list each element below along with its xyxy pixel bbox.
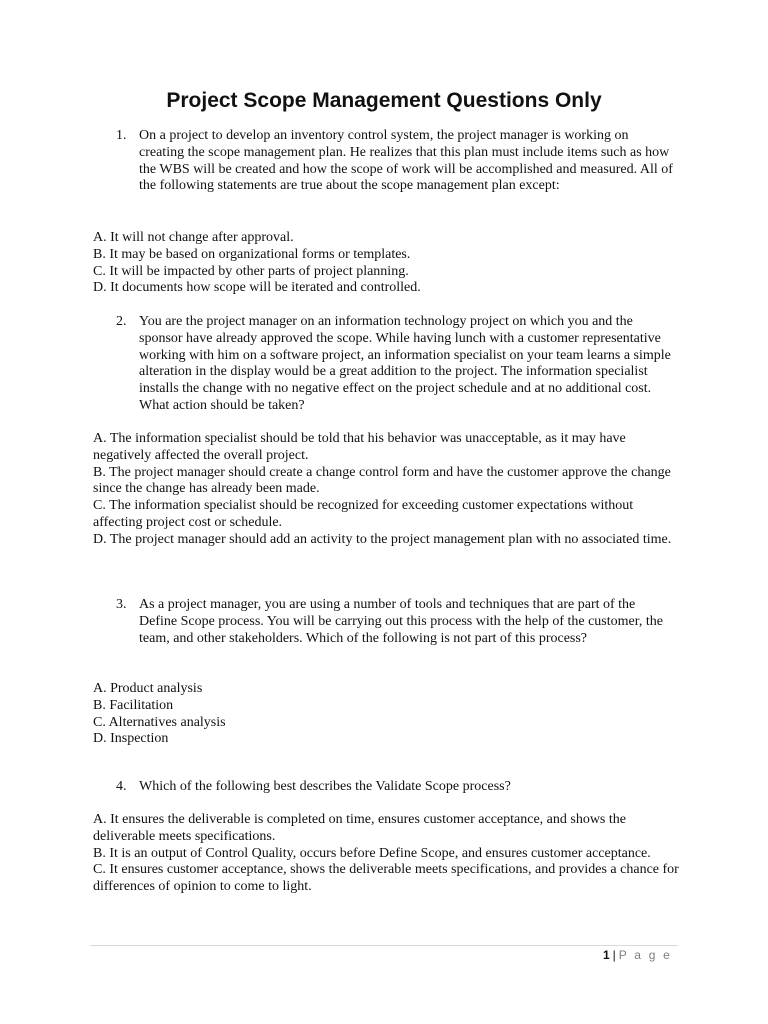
question-3-option-a: A. Product analysis: [93, 681, 203, 696]
question-4-text: Which of the following best describes the Validate Scope process?: [139, 779, 511, 794]
question-1-options: [93, 230, 683, 297]
question-4-option-a: A. It ensures the deliverable is completed on time, ensures customer acceptance, and shows the deliverable meets specifications.: [93, 812, 626, 844]
page-number: 1: [602, 948, 610, 962]
page-footer: [603, 946, 672, 964]
question-2-option-d: D. The project manager should add an activity to the project management plan with no associated time.: [93, 531, 672, 547]
question-3-option-c: C. Alternatives analysis: [93, 714, 226, 730]
question-3-text: As a project manager, you are using a number of tools and techniques that are part of the Define Scope process. You will be carrying out this process with the help of the customer, the team, and other stakeholders. Which of the following is not part of this process?: [139, 597, 663, 646]
question-2-options: [93, 431, 683, 549]
question-2-text: You are the project manager on an information technology project on which you and the sponsor have already approved the scope. While having lunch with a customer representative working with him on a software project, an information specialist on your team learns a simple alteration in the display would be a great addition to the project. The information specialist installs the change with no negative effect on the project schedule and at no additional cost. What action should be taken?: [139, 314, 671, 413]
question-3-option-b: B. Facilitation: [93, 697, 174, 713]
question-4-number: 4.: [116, 779, 127, 794]
question-1-option-b: B. It may be based on organizational forms or templates.: [93, 246, 411, 262]
question-3-option-d: D. Inspection: [93, 731, 169, 747]
question-3-options: [93, 681, 683, 748]
question-4-options: [93, 812, 683, 896]
question-3-number: 3.: [116, 597, 127, 612]
question-4-option-b: B. It is an output of Control Quality, occurs before Define Scope, and ensures customer acceptance.: [93, 845, 651, 861]
question-1-option-c: C. It will be impacted by other parts of project planning.: [93, 263, 409, 279]
question-1-text: On a project to develop an inventory control system, the project manager is working on creating the scope management plan. He realizes that this plan must include items such as how the WBS will be created and how the scope of work will be accomplished and measured. All of the following statements are true about the scope management plan except:: [139, 128, 673, 194]
question-2-number: 2.: [116, 314, 127, 329]
page-title: Project Scope Management Questions Only: [166, 89, 602, 112]
question-4-stem: [116, 779, 676, 796]
page-label: P a g e: [618, 948, 672, 962]
question-1-stem: [116, 128, 676, 195]
question-4-option-c: C. It ensures customer acceptance, shows the deliverable meets specifications, and provides a chance for differences of opinion to come to light.: [93, 862, 679, 895]
question-1-option-a: A. It will not change after approval.: [93, 230, 294, 245]
question-1-number: 1.: [116, 128, 127, 143]
footer-divider: [90, 945, 678, 946]
question-2-stem: [116, 314, 676, 415]
question-2-option-c: C. The information specialist should be recognized for exceeding customer expectations without affecting project cost or schedule.: [93, 498, 634, 530]
question-3-stem: [116, 597, 676, 647]
question-1-option-d: D. It documents how scope will be iterated and controlled.: [93, 280, 421, 296]
question-2-option-b: B. The project manager should create a change control form and have the customer approve the change since the change has already been made.: [93, 464, 671, 497]
footer-separator: |: [612, 948, 616, 962]
question-2-option-a: A. The information specialist should be told that his behavior was unacceptable, as it may have negatively affected the overall project.: [93, 431, 626, 463]
